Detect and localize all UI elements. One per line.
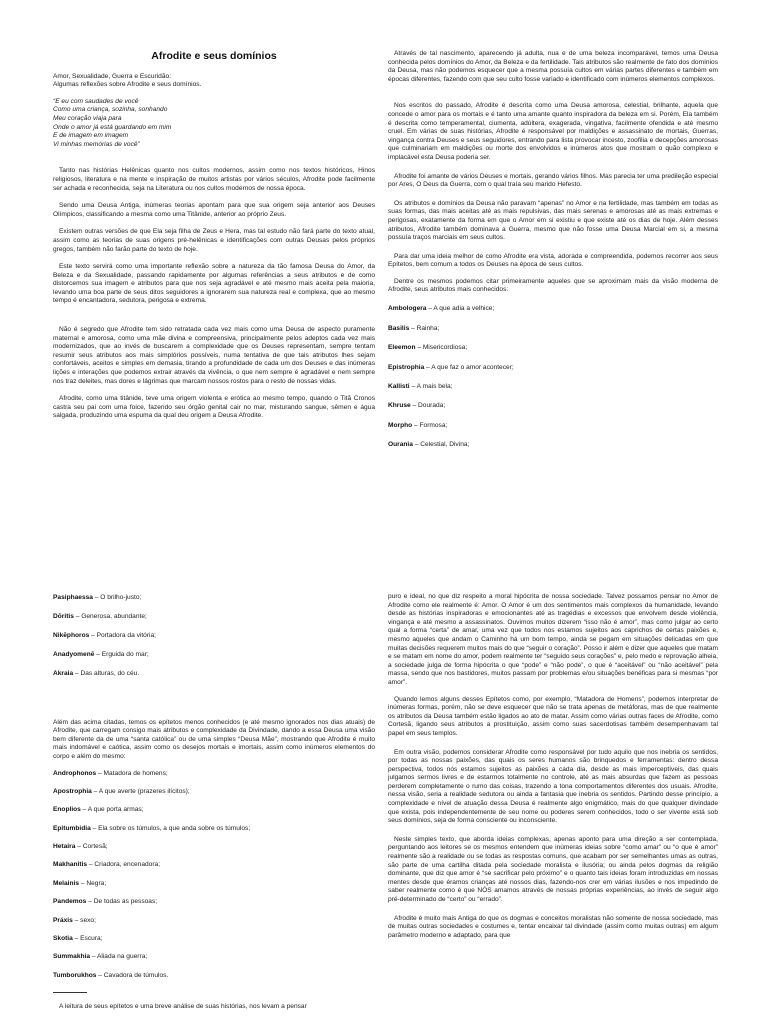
body-paragraph: Através de tal nascimento, aparecendo já adulta, nua e de uma beleza incomparável, temos uma Deusa conhecida pelos domínios do Amor, da Beleza e da fertilidade. Tais atributos são realmente de fato dos domínios da Deusa, mas não podemos esquecer que a mesma possuía cultos em várias partes diferentes e também em épocas diferentes, fazendo com que seu culto fosse variado e identificado com inúmeros elementos complexos. [388,50,718,83]
epithet-item [53,972,375,981]
epithet-meaning: – A que adia a velhice; [426,305,495,313]
epithet-item [53,632,375,641]
epithet-name: Ourania [388,441,413,449]
body-paragraph: Quando lemos alguns desses Epítetos como, por exemplo, “Matadora de Homens”, podemos interpretar de inúmeras formas, porém, não se deve esquecer que não se trata apenas de metáforas, mas de que realmente os atributos da Deusa também estão ligados ao ato de matar. Assim como várias outras faces de Afrodite, como Cortesã, ligando seus atributos a prostituição, assim como suas sacerdotisas também desempenhavam tal papel em seus templos. [388,695,718,737]
epithet-item [53,651,375,660]
epithet-name: Eleemon [388,344,416,352]
body-paragraph: Sendo uma Deusa Antiga, inúmeras teorias apontam para que sua origem seja anterior aos Deuses Olímpicos, classificando a mesma como uma Titânide, anterior ao próprio Zeus. [53,202,375,218]
epithet-name: Ambologera [388,305,427,313]
body-paragraph: Afrodite foi amante de vários Deuses e mortais, gerando vários filhos. Mas parecia ter uma predileção especial por Ares, O Deus da Guerra, com o qual traía seu marido Hefesto. [388,172,718,189]
page-1-right-column [388,50,718,450]
poem-line: E de imagem em imagem [53,132,129,140]
epithet-name: Nikēphoros [53,631,90,639]
epithet-name: Pandemos [53,898,87,906]
article-subtitle [53,73,375,90]
epithet-meaning: – Portadora da vitória; [89,631,156,639]
epithet-meaning: – Misericordiosa; [415,344,468,352]
epithet-item [53,935,375,944]
epithet-name: Androphonos [53,769,97,777]
epithet-name: Morpho [388,421,413,429]
epithet-meaning: – A que averte (prazeres ilícitos); [91,787,190,795]
poem-quote [53,98,375,150]
epithet-meaning: – sexo; [72,916,96,924]
page-2-right-column [388,593,718,949]
epithet-item [53,880,375,889]
subtitle-line: Algumas reflexões sobre Afrodite e seus domínios. [53,81,202,89]
epithet-item [53,861,375,870]
epithet-name: Khruse [388,402,411,410]
epithet-list-dark [53,770,375,981]
poem-line: Meu coração viaja para [53,114,122,122]
epithet-name: Epitumbidia [53,824,91,832]
body-paragraph: Neste simples texto, que aborda ideias complexas, apenas aponto para uma direção a ser contemplada, perguntando aos leitores se os mesmos entendem que inúmeras ideias sobre “como amar” ou “o que é amor” realmente são a realidade ou se todas as respostas comuns, que acabam por ser semelhantes umas as outras, são parte de uma cartilha ditada pela sociedade moralista e ilusória; ou ainda pelos dogmas da religião dominante, que diz que amor é “se sacrificar pelo próximo” e o quanto tais ideias foram introduzidas em nossas mentes desde que éramos crianças até nossos dias, fazendo-nos crer em várias ilusões e nos impedindo de saber realmente como é que NÓS amamos através de nossas próprias experiências, ao invés de seguir algo pré-determinado de “certo” ou “errado”. [388,835,718,903]
body-paragraph: Dentre os mesmos podemos citar primeiramente aqueles que se aproximam mais da visão moderna de Afrodite, seus atributos mais conhecidos: [388,277,718,294]
epithet-item [388,422,718,431]
epithet-item [53,898,375,907]
epithet-item [53,806,375,815]
page-2-left-column [53,594,375,1021]
epithet-meaning: – Aliada na guerra; [90,953,148,961]
epithet-item [388,364,718,373]
epithet-item [388,402,718,411]
epithet-name: Kallisti [388,383,410,390]
epithet-meaning: – O brilho-justo; [92,594,142,601]
epithet-item [53,917,375,926]
epithet-meaning: – Escura; [72,935,103,943]
body-paragraph: Tanto nas histórias Helênicas quanto nos cultos modernos, assim como nos textos históricos, Hinos religiosos, literatura e na mente e inspiração de muitos artistas por vários séculos, Afrodite pode facilmente ser achada e reconhecida, seja na Literatura ou nos cultos modernos de nossa época. [53,167,375,192]
epithet-name: Práxis [53,916,73,924]
body-paragraph: Além das acima citadas, temos os epítetos menos conhecidos (e até mesmo ignorados nos dias atuais) de Afrodite, que carregam consigo mais atributos e complexidade da Divindade, dando a essa Deusa uma visão bem diferente da de uma “santa católica” ou de uma simples “Deusa Mãe”, mostrando que Afrodite é muito mais indomável e caótica, assim como os desejos mortais e imortais, assim como inúmeros elementos do corpo e além do mesmo: [53,718,375,760]
epithet-item [53,953,375,962]
epithet-meaning: – Matadora de homens; [96,769,168,777]
body-paragraph: Afrodite, como uma titânide, teve uma origem violenta e erótica ao mesmo tempo, quando o Titã Cronos castra seu pai com uma foice, fazendo seu órgão genital cair no mar, misturando sangue, sêmen e água salgada, produzindo uma espuma da qual deu origem a Deusa Afrodite. [53,395,375,420]
body-paragraph: Os atributos e domínios da Deusa não paravam “apenas” no Amor e na fertilidade, mas também em todas as suas formas, das mais aceitas até as mais repulsivas, das mais serenas e amorosas até as mais extremas e perigosas, exatamente da forma em que o Amor em si existiu e que existe até os dias de hoje. Além desses atributos, Afrodite também dominava a Guerra, mesmo que não fosse uma Deusa Marcial em si, a mesma possuía traços marciais em seus cultos. [388,199,718,242]
body-paragraph: Não é segredo que Afrodite tem sido retratada cada vez mais como uma Deusa de aspecto puramente maternal e amorosa, como uma mãe divina e compreensiva, principalmente pelos adeptos cada vez mais modernizados, que ao invés de buscarem a complexidade que os Deuses representam, sempre tentam resumir seus atributos aos mais simplórios possíveis, numa tentativa de que tais atributos lhes sejam confortáveis, aceitos e simples em demasia, tirando a profundidade de cada um dos Deuses e das inúmeras lições e interações que podemos extrair através da vivência, o que nem sempre é agradável e nem sempre nos traz deleites, mas dores e lágrimas que marcam nossos rostos para o resto de nossas vidas. [53,326,375,385]
epithet-list-known [388,305,718,450]
epithet-name: Apostrophia [53,787,92,795]
epithet-item [388,325,718,334]
epithet-name: Dōritis [53,612,74,620]
poem-line: “E eu com saudades de você [53,97,139,105]
epithet-item [388,344,718,353]
epithet-meaning: – Criadora, encenadora; [87,861,161,869]
poem-line: Vi minhas memórias de você” [53,140,140,148]
poem-line: Como uma criança, sozinha, sonhando [53,106,168,114]
body-paragraph: A leitura de seus epítetos e uma breve análise de suas histórias, nos levam a pensar [59,1003,307,1011]
epithet-item [53,770,375,779]
epithet-meaning: – Dourada; [410,402,446,410]
body-paragraph: Em outra visão, podemos considerar Afrodite como responsável por tudo aquilo que nos inebria os sentidos, por todas as nossas paixões, das quais os seres humanos são brinquedos e ferramentas: dentro dessa perspectiva, todos nós estamos sujeitos as paixões a cada dia, desde as mais imperceptíveis, das quais julgamos sermos livres e de estarmos totalmente no controle, até as mais absurdas que fazem as pessoas perderem completamente o rumo das coisas, trazendo a tona comportamentos diferentes dos usuais. Afrodite, nessa visão, seria a realidade sedutora ou ainda a fantasia que inebria os sentidos. Partindo desse princípio, a complexidade e nível de atuação dessa Deusa é realmente algo enigmático, mais do que qualquer divindade que exista, pois independentemente de seu nome ou poderes serem conhecidos, todo o ser vivente está sob seus domínios, seja de forma consciente ou inconsciente. [388,748,718,825]
epithet-meaning: – Ela sobre os túmulos, a que anda sobre os túmulos; [90,824,251,832]
epithet-item [388,441,718,450]
page-1-left-column [53,52,375,430]
epithet-item [53,594,375,603]
body-paragraph: Este texto servirá como uma importante reflexão sobre a natureza da tão famosa Deusa do Amor, da Beleza e da Sexualidade, passando rapidamente por algumas referências a seus atributos e de como distorcemos sua imagem e atributos para que nos seja agradável e até mesmo mais aceita pela maioria, levando uma boa parte de seus ditos seguidores a ignorarem sua natureza real e complexa, que ao mesmo tempo é encantadora, sedutora, perigosa e extrema. [53,263,375,305]
epithet-item [388,383,718,392]
epithet-name: Enoplios [53,806,81,814]
epithet-name: Akraia [53,669,74,677]
epithet-meaning: – A que porta armas; [80,806,144,814]
epithet-meaning: – Cavadora de túmulos. [96,971,169,979]
epithet-name: Epistrophia [388,363,425,371]
body-paragraph: Afrodite é muito mais Antiga do que os dogmas e conceitos moralistas não somente de nossa sociedade, mas de muitas outras sociedades e costumes e, tentar encaixar tal divindade (assim como muitas outras) em algum parâmetro moderno e adaptado, para que [388,914,718,939]
epithet-meaning: – A que faz o amor acontecer; [424,363,514,371]
body-paragraph: Para dar uma ideia melhor de como Afrodite era vista, adorada e compreendida, podemos recorrer aos seus Epítetos, bem comum a todos os Deuses na época de seus cultos. [388,252,718,269]
epithet-name: Pasiphaessa [53,594,93,601]
epithet-meaning: – Cortesã; [75,843,108,851]
epithet-list-main [53,594,375,679]
epithet-name: Summakhia [53,953,91,961]
footnote-divider [53,992,87,993]
epithet-meaning: – Generosa, abundante; [73,612,147,620]
epithet-name: Skotia [53,935,73,943]
body-paragraph: Nos escritos do passado, Afrodite é descrita como uma Deusa amorosa, celestial, brilhante, aquela que concede o amor para os mortais e é tanto uma amante quanto inspiradora da beleza em si. Porém, Ela também é descrita como temperamental, ciumenta, adúltera, exagerada, vingativa, facilmente ofendida e até mesmo cruel. Em várias de suas histórias, Afrodite é responsável por maldições e assassinato de mortais, Guerras, vingança contra Deuses e seus seguidores, entrando para lista provocar incesto, zoofilia e decepções amorosas que culminariam em maldições ou morte dos envolvidos e inúmeros atos que mostram o quão complexo e implacável esta Deusa poderia ser. [388,102,718,161]
epithet-item [53,670,375,679]
body-paragraph: Existem outras versões de que Ela seja filha de Zeus e Hera, mas tal estudo não fará parte do texto atual, assim como as teorias de suas origens pré-helênicas e identificações com outras Deusas pelos próprios gregos, também não farão parte do texto de hoje. [53,228,375,253]
epithet-name: Tumborukhos [53,971,97,979]
epithet-name: Melainis [53,879,80,887]
epithet-meaning: – Erguida do mar; [94,650,149,658]
epithet-meaning: – Formosa; [412,421,448,429]
body-paragraph: puro e ideal, no que diz respeito a moral hipócrita de nossa sociedade. Talvez possamos pensar no Amor de Afrodite como ele realmente é: Amor. O Amor é um dos sentimentos mais complexos da humanidade, levando desde as histórias inspiradoras e emocionantes até as tragédias e excessos que envolvem desde violência, vingança e até mesmo a assassinatos. Ouvimos muitos dizerem “isso não é amor”, mas como julgar ao certo qual a forma “certa” de amar, uma vez que todos nos estamos sujeitos aos caprichos de certas paixões e, mesmo aqueles que andam o Caminho há um bom tempo, ainda se pegam em situações delicadas em que muitas decisões requerem muitos mais do que “seguir o coração”. Posso ir além e dizer que aqueles que matam e se matam em nome do amor, podem realmente ter “seguido seus corações” e, pelo medo e reprovação alheia, a sociedade julga de forma hipócrita o que “pode” e “não pode”, o que é “aceitável” ou “não aceitável” pela massa, sendo que nos bastidores, muitos passam por problemas e/ou situações benéficas para si mesmas “por amor”. [388,593,718,686]
epithet-item [53,613,375,622]
epithet-item [388,305,718,314]
epithet-name: Hetaira [53,843,76,851]
epithet-item [53,825,375,834]
epithet-name: Anadyomenē [53,650,95,658]
epithet-item [53,788,375,797]
epithet-meaning: – Rainha; [409,324,440,332]
article-title: Afrodite e seus domínios [151,50,277,62]
poem-line: Onde o amor já está guardando em mim [53,123,172,131]
epithet-meaning: – Das alturas, do céu. [73,669,140,677]
subtitle-line: Amor, Sexualidade, Guerra e Escuridão: [53,72,172,80]
epithet-name: Makhanitis [53,861,88,869]
epithet-name: Basilis [388,324,410,332]
epithet-meaning: – Celestial, Divina; [412,441,470,449]
epithet-item [53,843,375,852]
epithet-meaning: – Negra; [79,879,107,887]
document-page-2 [0,585,768,1024]
epithet-meaning: – A mais bela; [409,383,453,390]
epithet-meaning: – De todas as pessoas; [86,898,158,906]
